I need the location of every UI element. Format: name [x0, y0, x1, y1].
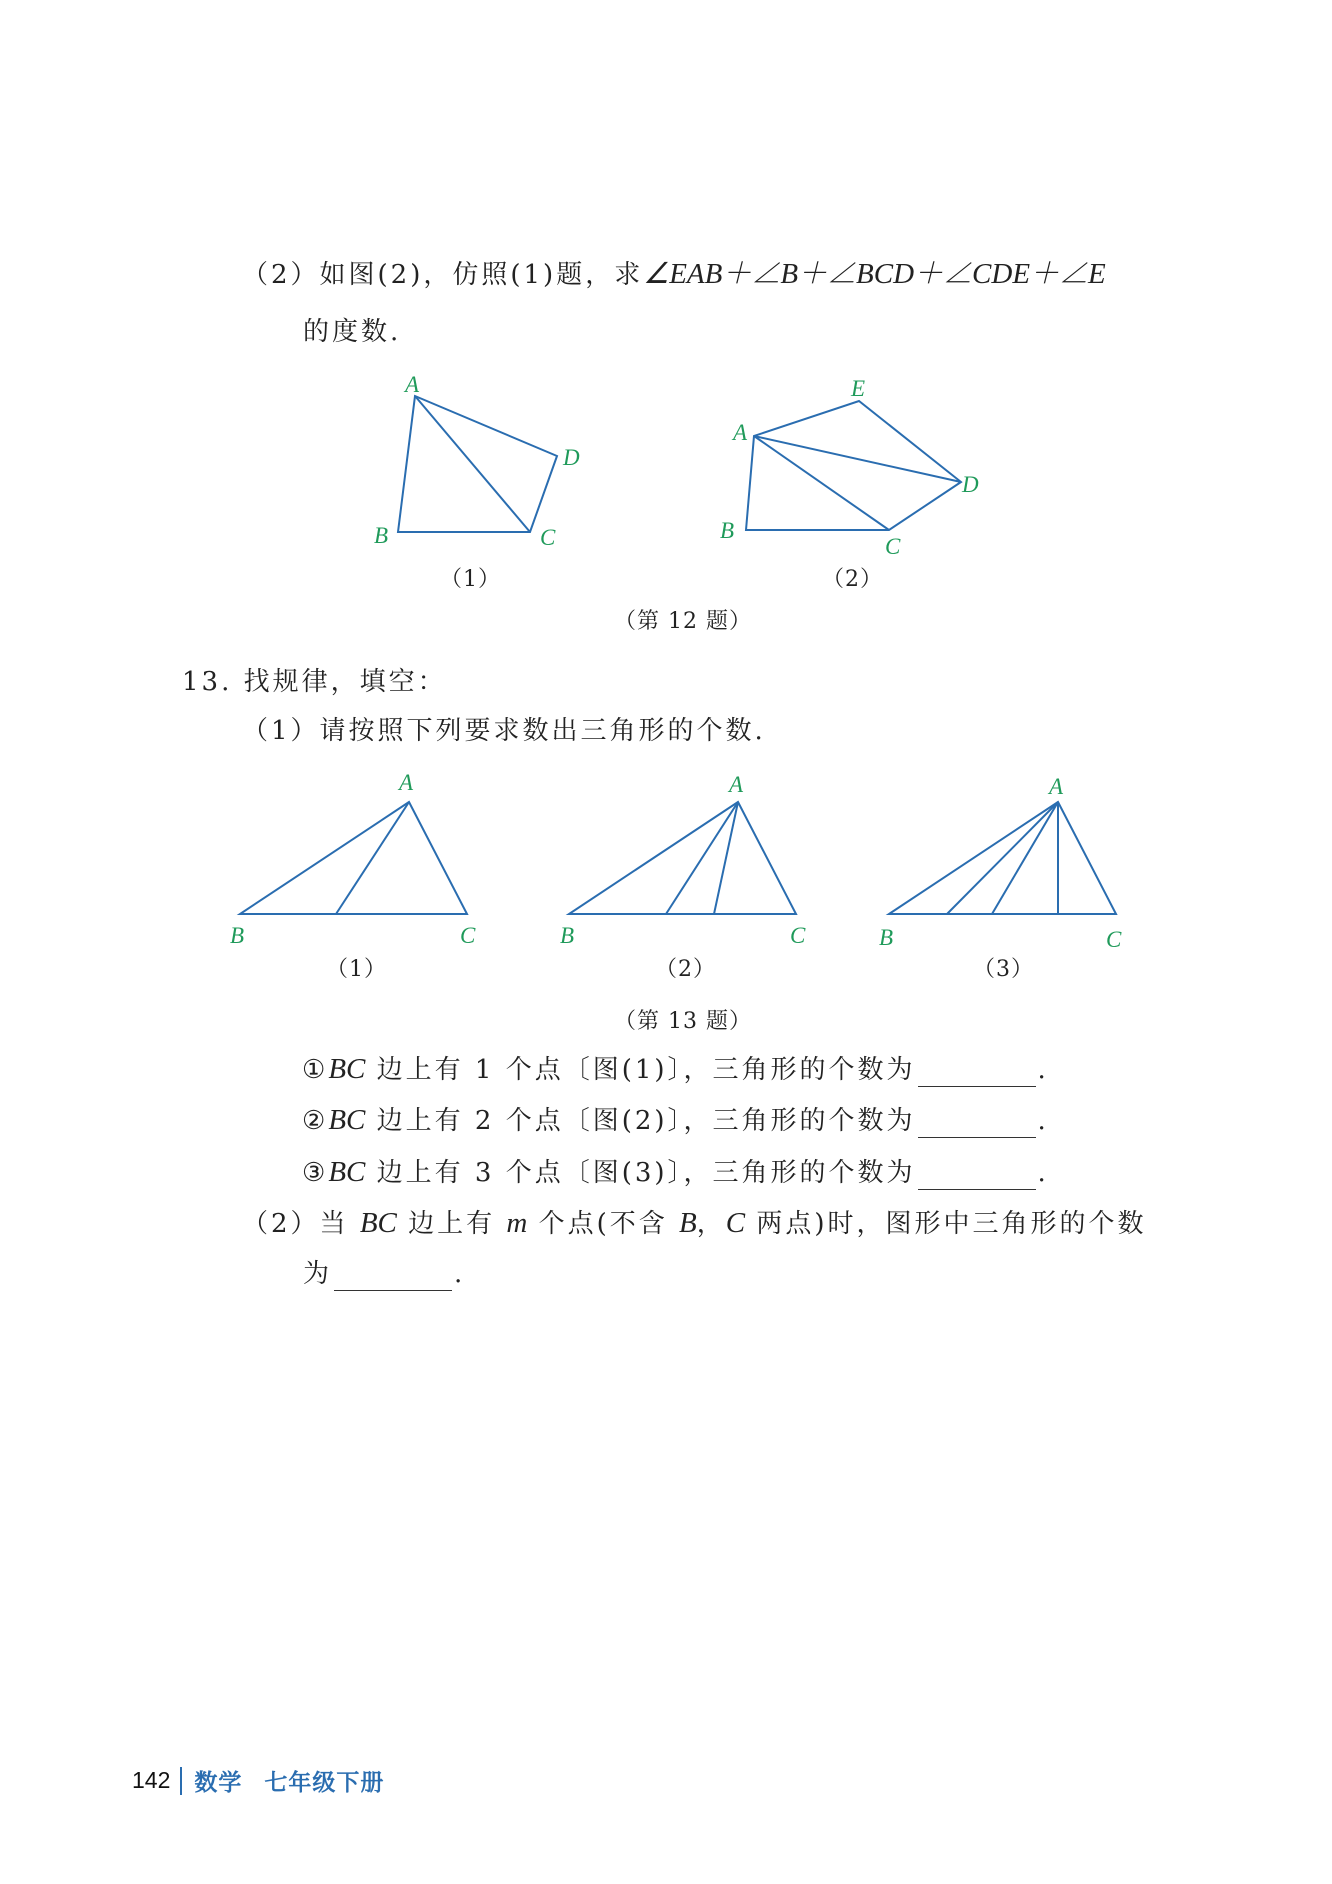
text: 边上有 — [396, 1209, 507, 1239]
label-b: B — [879, 925, 894, 950]
text: 为 — [303, 1259, 333, 1289]
period: . — [1037, 1055, 1049, 1085]
label-c: C — [885, 534, 901, 559]
label-a: A — [1049, 774, 1064, 799]
q13-fig1-caption: （1） — [326, 957, 387, 982]
q12-fig2-caption: （2） — [822, 567, 883, 592]
cevian — [714, 802, 738, 914]
item-text: 边上有 1 个点〔图(1)〕，三角形的个数为 — [365, 1055, 916, 1085]
text: ， — [696, 1209, 726, 1239]
label-c: C — [460, 923, 476, 948]
segment-bc: BC — [328, 1053, 366, 1085]
q13-item-1 — [302, 1052, 1049, 1087]
label-c: C — [790, 923, 806, 948]
pentagon-abcde — [746, 401, 961, 530]
segment-bc: BC — [328, 1104, 366, 1136]
label-a: A — [399, 770, 414, 795]
segment-bc: BC — [328, 1156, 366, 1188]
q13-fig3-caption: （3） — [973, 957, 1034, 982]
item-text: 边上有 3 个点〔图(3)〕，三角形的个数为 — [365, 1158, 916, 1188]
item-number: ③ — [302, 1158, 329, 1188]
label-b: B — [230, 923, 245, 948]
page-footer — [132, 1764, 384, 1797]
angle-expression: ∠EAB＋∠B＋∠BCD＋∠CDE＋∠E — [643, 258, 1106, 290]
q13-part1: （1）请按照下列要求数出三角形的个数. — [242, 716, 766, 746]
q13-figure-3 — [879, 774, 1122, 952]
q13-figure-2 — [560, 772, 806, 948]
label-b: B — [374, 523, 389, 548]
label-a: A — [729, 772, 744, 797]
q13-fig2-caption: （2） — [655, 957, 716, 982]
item-number: ② — [302, 1106, 329, 1136]
triangle-abc — [569, 802, 796, 914]
label-e: E — [851, 376, 866, 401]
segment-bc: BC — [359, 1207, 397, 1239]
diagonal-ad — [754, 436, 961, 482]
subject: 数学 — [194, 1769, 243, 1795]
item-text: 边上有 2 个点〔图(2)〕，三角形的个数为 — [365, 1106, 916, 1136]
point-b: B — [679, 1207, 697, 1239]
label-b: B — [560, 923, 575, 948]
cevian — [336, 802, 409, 914]
label-a: A — [733, 420, 748, 445]
label-d: D — [962, 472, 979, 497]
q12-figure-caption: （第 12 题） — [614, 609, 752, 634]
text: （2）当 — [242, 1209, 360, 1239]
label-b: B — [720, 518, 735, 543]
page-number: 142 — [132, 1767, 171, 1793]
q12-figure-1 — [374, 372, 580, 550]
period: . — [1037, 1158, 1049, 1188]
answer-blank[interactable] — [918, 1111, 1036, 1138]
q13-part2-line2 — [303, 1257, 465, 1291]
answer-blank[interactable] — [918, 1060, 1036, 1087]
q13-item-3 — [302, 1155, 1049, 1190]
cevian — [666, 802, 738, 914]
label-c: C — [540, 525, 556, 550]
q13-figure-1 — [230, 770, 476, 948]
q12-figure-2 — [720, 376, 979, 559]
q13-part2-line1 — [242, 1206, 1147, 1241]
q12-part2-line2: 的度数. — [303, 317, 402, 347]
text: 两点)时，图形中三角形的个数 — [745, 1209, 1147, 1239]
item-number: ① — [302, 1055, 329, 1085]
footer-divider — [180, 1767, 182, 1795]
text: 个点(不含 — [527, 1209, 680, 1239]
label-c: C — [1106, 927, 1122, 952]
q12-part2-text: （2）如图(2)，仿照(1)题，求 — [242, 260, 644, 290]
q12-fig1-caption: （1） — [440, 567, 501, 592]
period: . — [1037, 1106, 1049, 1136]
diagonal-ac — [415, 396, 530, 532]
point-c: C — [725, 1207, 746, 1239]
book-title: 七年级下册 — [264, 1769, 385, 1795]
period: . — [454, 1259, 466, 1289]
answer-blank[interactable] — [918, 1163, 1036, 1190]
label-d: D — [563, 445, 580, 470]
answer-blank[interactable] — [334, 1264, 452, 1291]
variable-m: m — [506, 1207, 528, 1239]
q13-figure-caption: （第 13 题） — [614, 1009, 752, 1034]
label-a: A — [405, 372, 420, 397]
q13-title: 13. 找规律，填空： — [182, 667, 447, 697]
quad-abcd — [398, 396, 557, 532]
triangle-abc — [240, 802, 467, 914]
q13-item-2 — [302, 1103, 1049, 1138]
